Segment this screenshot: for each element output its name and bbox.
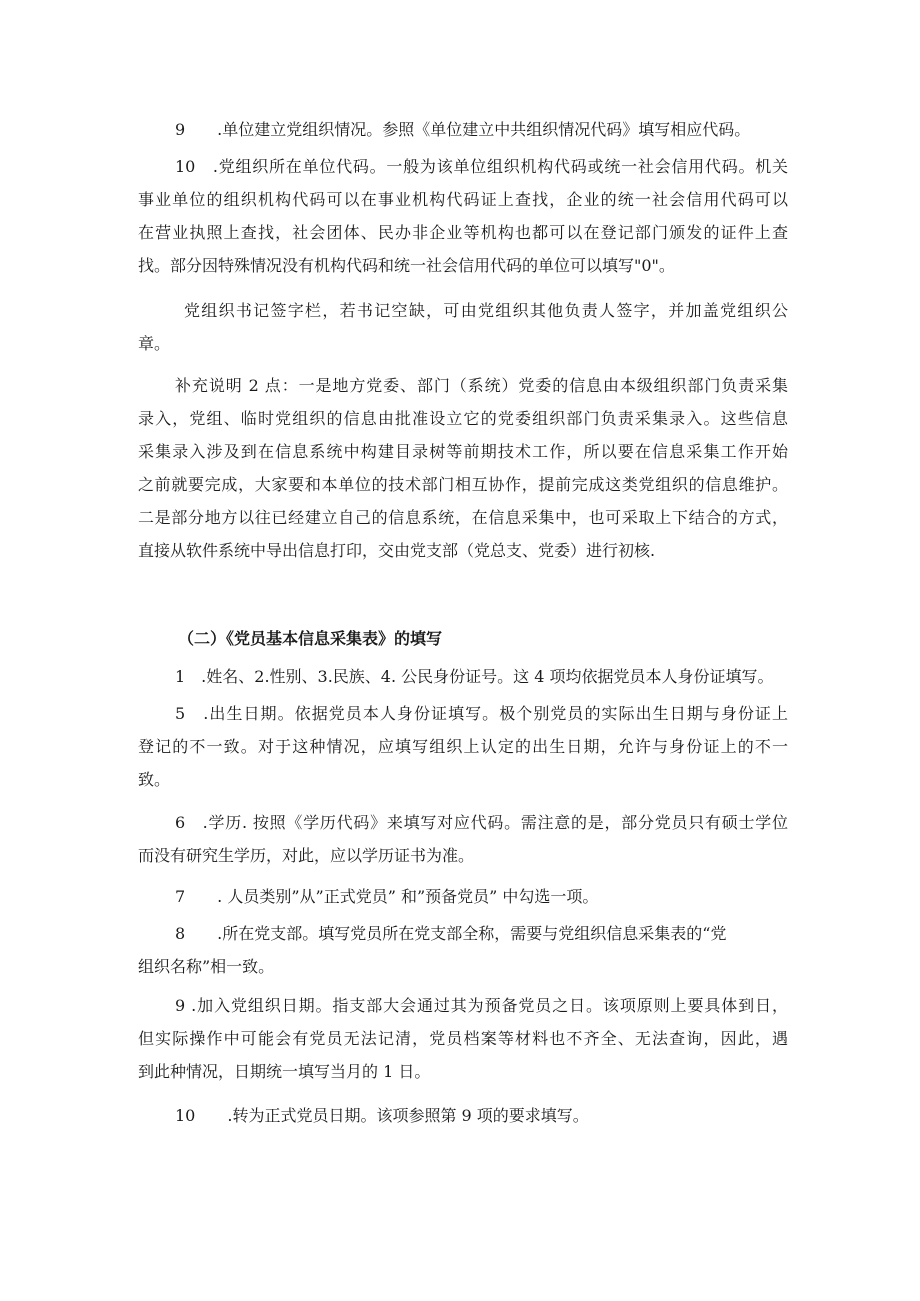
text-line: 1 .姓名、2.性别、3.民族、4. 公民身份证号。这 4 项均依据党员本人身份证填写。 — [175, 667, 774, 686]
text-line: 8 .所在党支部。填写党员所在党支部全称，需要与党组织信息采集表的“党 — [175, 924, 727, 943]
text-line: 7 . 人员类别”从”正式党员” 和”预备党员” 中勾选一项。 — [175, 887, 599, 906]
text-line: 组织名称”相一致。 — [138, 957, 275, 976]
text-line: 补充说明 2 点：一是地方党委、部门（系统）党委的信息由本级组织部门负责采集 — [175, 376, 788, 395]
text-line: 到此种情况，日期统一填写当月的 1 日。 — [138, 1062, 431, 1081]
items-1-4-identity — [175, 660, 795, 693]
text-line: 5 .出生日期。依据党员本人身份证填写。极个别党员的实际出生日期与身份证上 — [175, 704, 788, 723]
supplementary-notes — [138, 369, 788, 567]
item-5-birth-date — [138, 697, 788, 796]
text-line: 之前就要完成，大家要和本单位的技术部门相互协作，提前完成这类党组织的信息维护。 — [138, 475, 788, 494]
item-10-unit-code — [138, 150, 788, 282]
item-6-education — [138, 806, 788, 872]
text-line: 而没有研究生学历，对此，应以学历证书为准。 — [138, 846, 475, 865]
text-line: 9 .加入党组织日期。指支部大会通过其为预备党员之日。该项原则上要具体到日， — [175, 996, 788, 1015]
text-line: 录入，党组、临时党组织的信息由批准设立它的党委组织部门负责采集录入。这些信息 — [138, 409, 788, 428]
text-line: 6 .学历. 按照《学历代码》来填写对应代码。需注意的是，部分党员只有硕士学位 — [175, 813, 788, 832]
text-line: 9 .单位建立党组织情况。参照《单位建立中共组织情况代码》填写相应代码。 — [175, 120, 751, 139]
text-line: 党组织书记签字栏，若书记空缺，可由党组织其他负责人签字，并加盖党组织公 — [184, 301, 788, 320]
text-line: 登记的不一致。对于这种情况，应填写组织上认定的出生日期，允许与身份证上的不一 — [138, 737, 788, 756]
item-8-party-branch — [138, 917, 788, 983]
item-9-join-date — [138, 989, 788, 1088]
item-10-full-member-date — [175, 1099, 825, 1132]
secretary-signature-note — [138, 294, 788, 360]
text-line: 采集录入涉及到在信息系统中构建目录树等前期技术工作，所以要在信息采集工作开始 — [138, 442, 788, 461]
text-line: 二是部分地方以往已经建立自己的信息系统，在信息采集中，也可采取上下结合的方式， — [138, 508, 788, 527]
text-line: 直接从软件系统中导出信息打印，交由党支部（党总支、党委）进行初核. — [138, 541, 656, 560]
text-line: 致。 — [138, 770, 171, 789]
item-9-unit-party-org — [175, 113, 795, 146]
text-line: 10 .转为正式党员日期。该项参照第 9 项的要求填写。 — [175, 1106, 589, 1125]
heading-text: （二）《党员基本信息采集表》的填写 — [178, 629, 443, 648]
text-line: 章。 — [138, 334, 171, 353]
text-line: 事业单位的组织机构代码可以在事业机构代码证上查找，企业的统一社会信用代码可以 — [138, 190, 788, 209]
text-line: 在营业执照上查找，社会团体、民办非企业等机构也都可以在登记部门颁发的证件上查 — [138, 223, 788, 242]
text-line: 找。部分因特殊情况没有机构代码和统一社会信用代码的单位可以填写"0"。 — [138, 256, 675, 275]
text-line: 但实际操作中可能会有党员无法记清，党员档案等材料也不齐全、无法查询，因此，遇 — [138, 1029, 788, 1048]
text-line: 10 .党组织所在单位代码。一般为该单位组织机构代码或统一社会信用代码。机关 — [175, 157, 788, 176]
section-heading — [178, 622, 828, 655]
item-7-member-type — [175, 880, 825, 913]
